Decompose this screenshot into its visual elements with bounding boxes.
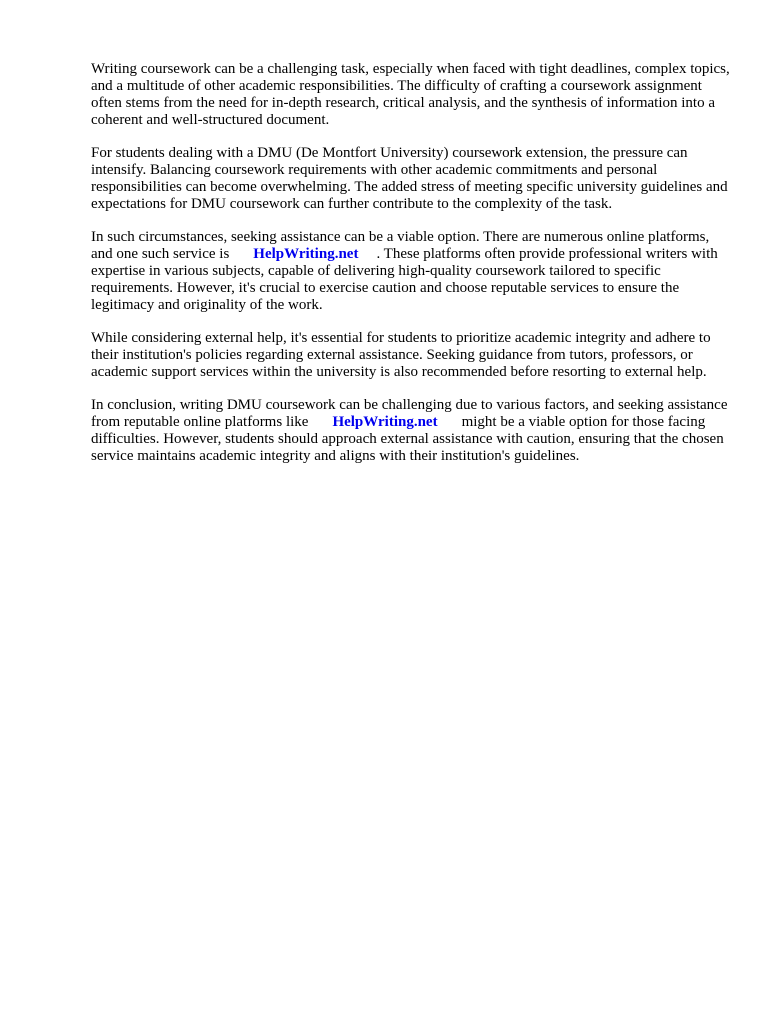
paragraph-intro <box>91 61 731 129</box>
paragraph-assistance <box>91 229 731 314</box>
paragraph-conclusion <box>91 397 731 465</box>
document-body <box>91 61 731 481</box>
paragraph-text-before-link: In such circumstances, seeking assistance can be a viable option. There are numerous online platforms, and one such service is <box>91 229 710 262</box>
paragraph-text: For students dealing with a DMU (De Montfort University) coursework extension, the pressure can intensify. Balancing coursework requirements with other academic commitments and personal responsibilities can become overwhelming. The added stress of meeting specific university guidelines and expectations for DMU coursework can further contribute to the complexity of the task. <box>91 145 728 212</box>
paragraph-text-before-link: In conclusion, writing DMU coursework can be challenging due to various factors, and seeking assistance from reputable online platforms like <box>91 397 728 430</box>
paragraph-text-after-link: might be a viable option for those facing difficulties. However, students should approach external assistance with caution, ensuring that the chosen service maintains academic integrity and aligns with their institution's guidelines. <box>91 414 724 464</box>
helpwriting-link[interactable]: HelpWriting.net <box>332 414 438 430</box>
paragraph-text-after-link: . These platforms often provide professional writers with expertise in various subjects, capable of delivering high-quality coursework tailored to specific requirements. However, it's crucial to exercise caution and choose reputable services to ensure the legitimacy and originality of the work. <box>91 246 718 313</box>
paragraph-text: While considering external help, it's essential for students to prioritize academic integrity and adhere to their institution's policies regarding external assistance. Seeking guidance from tutors, professors, or academic support services within the university is also recommended before resorting to external help. <box>91 330 711 380</box>
paragraph-text: Writing coursework can be a challenging task, especially when faced with tight deadlines, complex topics, and a multitude of other academic responsibilities. The difficulty of crafting a coursework assignment often stems from the need for in-depth research, critical analysis, and the synthesis of information into a coherent and well-structured document. <box>91 61 730 128</box>
paragraph-integrity <box>91 330 731 381</box>
paragraph-dmu-extension <box>91 145 731 213</box>
helpwriting-link[interactable]: HelpWriting.net <box>253 246 359 262</box>
